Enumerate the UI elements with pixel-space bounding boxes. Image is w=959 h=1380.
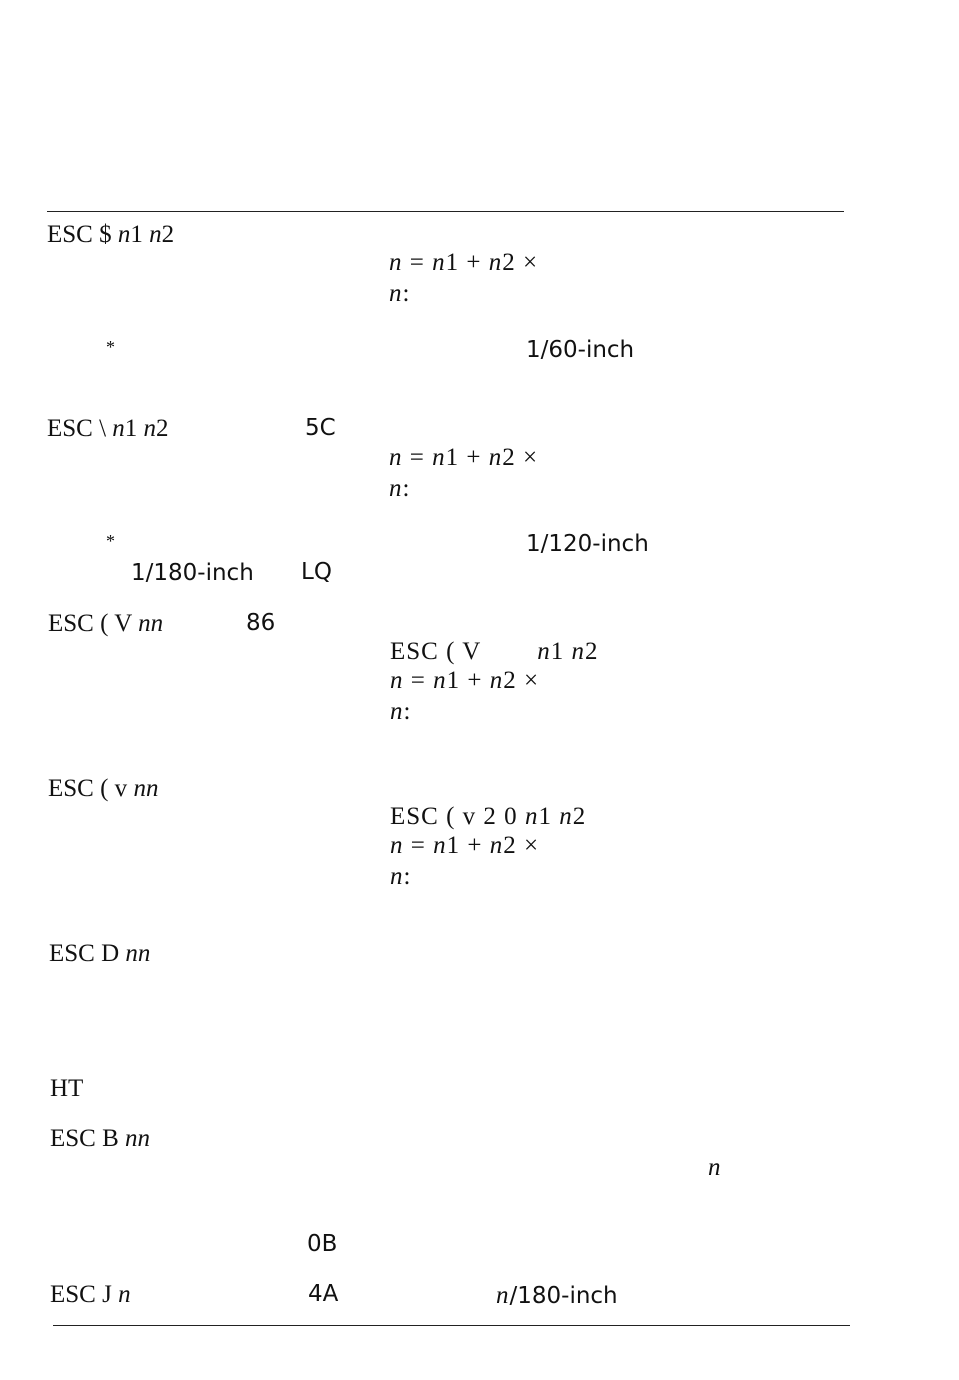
command-ht: HT: [50, 1075, 84, 1102]
n-label-esc-paren-V: n:: [390, 698, 412, 725]
formula-esc-paren-V: n = n1 + n2 ×: [390, 667, 540, 694]
footnote-star-esc-backslash: *: [106, 531, 115, 551]
sequence-esc-paren-v: ESC ( v 2 0 n1 n2: [390, 803, 587, 830]
mode-esc-backslash: LQ: [301, 559, 332, 585]
hex-esc-paren-V: 86: [246, 610, 276, 636]
command-esc-backslash: ESC \ n1 n2: [47, 415, 169, 442]
command-esc-J: ESC J n: [50, 1281, 131, 1308]
formula-esc-dollar: n = n1 + n2 ×: [389, 249, 539, 276]
hex-esc-J: 4A: [308, 1281, 339, 1307]
command-esc-dollar: ESC $ n1 n2: [47, 221, 175, 248]
footnote-star-esc-dollar: *: [106, 337, 115, 357]
unit2-esc-backslash: 1/180-inch: [131, 560, 254, 586]
hex-vt: 0B: [307, 1231, 338, 1257]
command-esc-B: ESC B nn: [50, 1125, 151, 1152]
command-esc-D: ESC D nn: [49, 940, 151, 967]
command-esc-paren-v: ESC ( v nn: [48, 775, 159, 802]
unit-esc-backslash: 1/120-inch: [526, 531, 649, 557]
n-label-esc-dollar: n:: [389, 280, 411, 307]
n-label-esc-backslash: n:: [389, 475, 411, 502]
formula-esc-paren-v: n = n1 + n2 ×: [390, 832, 540, 859]
sequence-esc-paren-V: ESC ( V n1 n2: [390, 638, 599, 665]
command-esc-paren-V: ESC ( V nn: [48, 610, 164, 637]
bottom-rule: [53, 1325, 850, 1326]
formula-esc-backslash: n = n1 + n2 ×: [389, 444, 539, 471]
top-rule: [47, 211, 844, 212]
n-label-esc-paren-v: n:: [390, 863, 412, 890]
n-label-esc-B: n: [708, 1154, 722, 1181]
unit-esc-dollar: 1/60-inch: [526, 337, 635, 363]
hex-esc-backslash: 5C: [305, 415, 336, 441]
unit-esc-J: n/180-inch: [496, 1282, 618, 1309]
